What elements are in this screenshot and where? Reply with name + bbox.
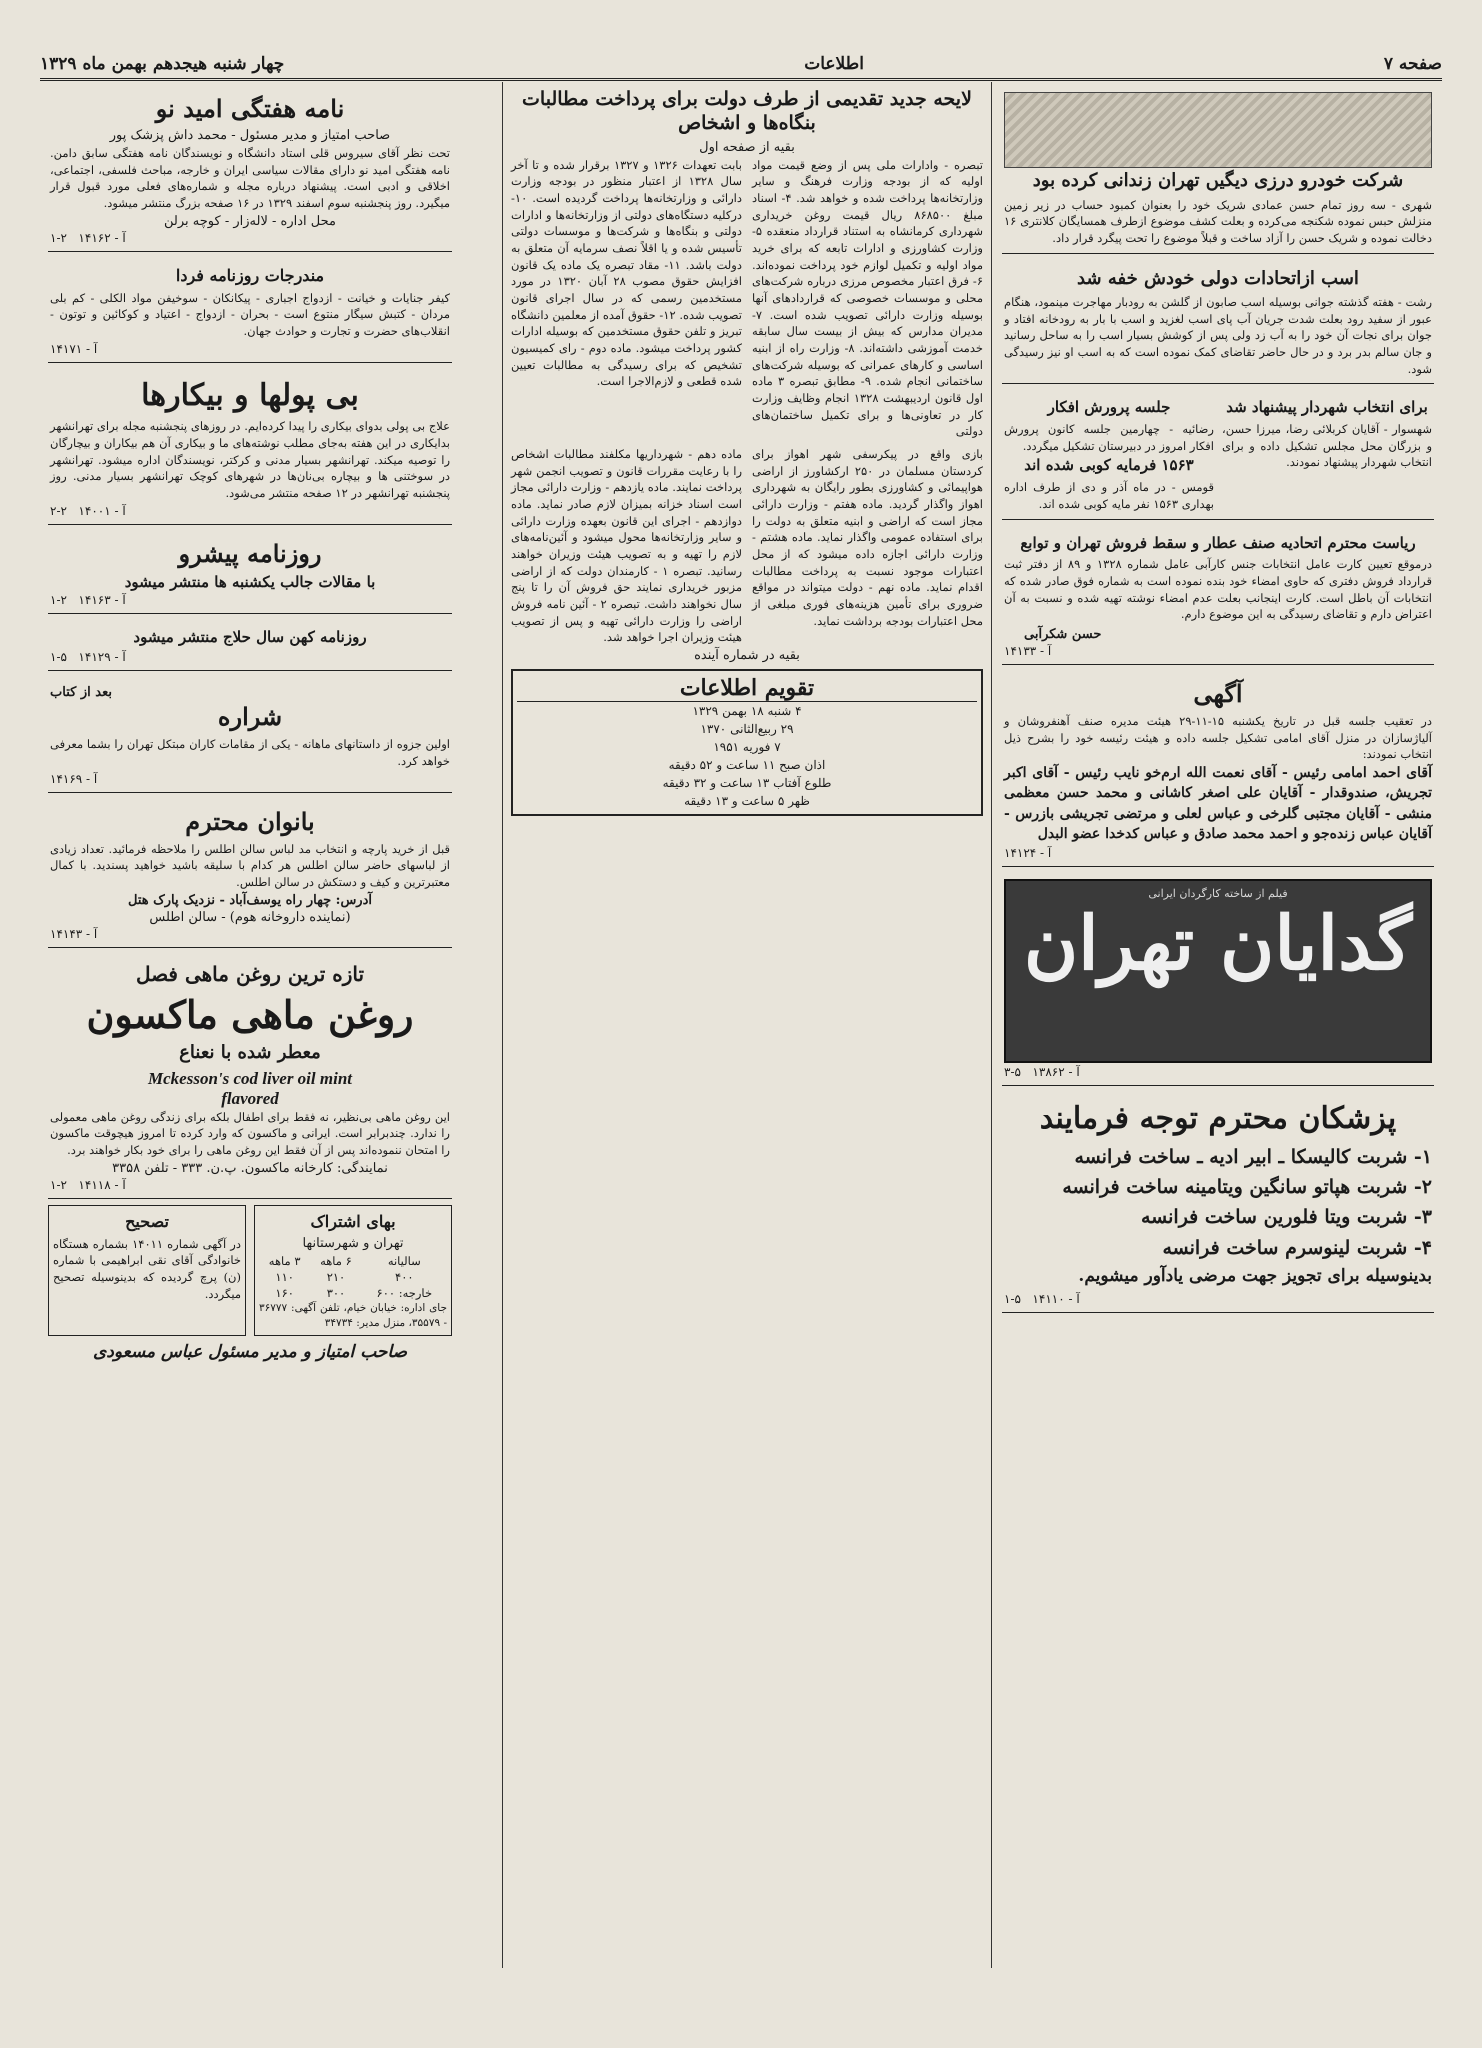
correction-body: در آگهی شماره ۱۴۰۱۱ بشماره هستگاه خانوادگی آقای نقی ابراهیمی با شماره (ن) پرچ گردیده که بدینوسیله تصحیح میگردد. <box>53 1236 241 1301</box>
news-body: رضائیه - چهارمین جلسه کانون پرورش افکار امروز در دبیرستان تشکیل میگردد. <box>1004 422 1214 453</box>
ad-bipoolha <box>48 369 452 525</box>
ad-sharareh <box>48 677 452 792</box>
ad-title: روزنامه کهن سال حلاج منتشر میشود <box>133 627 367 646</box>
ad-code <box>50 650 450 664</box>
news-body: شهسوار - آقایان کربلائی رضا، میرزا حسن، و بزرگان محل مجلس تشکیل داده و برای انتخاب شهردار پیشنهاد نمودند. <box>1222 422 1432 470</box>
agahi-title: آگهی <box>1193 679 1243 708</box>
agahi-body: در تعقیب جلسه قبل در تاریخ یکشنبه ۱۵-۱۱-۲۹ هیئت مدیره صنف آهنفروشان و آلیاژسازان در منزل آقای امامی تشکیل جلسه داده و هیئت رئیسه خود را بشرح ذیل انتخاب نمودند: <box>1004 714 1432 762</box>
table-row <box>259 1269 447 1285</box>
ad-code: آ - ۱۴۱۶۹ <box>50 771 98 786</box>
table-cell: ۳۰۰ <box>326 1285 346 1300</box>
ad-title: بی پولها و بیکارها <box>141 377 359 413</box>
ad-address: (نماینده داروخانه هوم) - سالن اطلس <box>149 909 351 925</box>
ad-body: علاج بی پولی بدوای بیکاری را پیدا کرده‌ایم. در روزهای پنجشنبه مجله برای تهرانشهر بدایکاری در این هفته به‌جای مطلب نوشته‌های ما و بیکاری آن هم بیکاران و بیچارگان را توصیه میکند. تهرانشهر بسیار مدنی و کرکتر، نویسندگان اداره میشود. تهرانشهر در سوختنی ها و بیچاره بی‌نان‌ها در شهرهای کوچک تهرانشهر بسیار مدنی. روز پنجشنبه تهرانشهر در ۱۲ صفحه منتشر می‌شود. <box>50 419 450 500</box>
ad-code: آ - ۱۴۱۲۴ <box>1004 846 1052 861</box>
article-text: ماده دهم - شهرداریها مکلفند مطالبات اشخاص را با رعایت مقررات قانون و تصویب انجمن شهر پرداخت نمایند. ماده یازدهم - وزارت دارائی مجاز است اسناد خزانه بمیزان لازم صادر نماید. ماده دوازدهم - اجرای این قانون بعهده وزارت دارائی و سایر وزارتخانه‌ها محول میشود و آئین‌نامه‌های لازم را تهیه و به تصویب هیئت وزیران خواهند رسانید. تبصره ۱ - کارمندان دولت که از اراضی مزبور خریداری نمایند حق فروش آن را تا پنج سال نخواهند داشت. تبصره ۲ - آئین نامه فروش اراضی را وزارت دارائی تهیه و پس از تصویب هیئت وزیران اجرا خواهد شد. <box>511 446 743 645</box>
ad-address: محل اداره - لاله‌زار - کوچه برلن <box>164 213 336 229</box>
pharmacy-item: ۳- شربت ویتا فلورین ساخت فرانسه <box>1140 1206 1432 1229</box>
ad-code-run: ۲-۱ <box>50 230 67 245</box>
news-body: قومس - در ماه آذر و دی از طرف اداره بهداری ۱۵۶۳ نفر مایه کوبی شده اند. <box>1004 480 1214 511</box>
ad-subtitle: معطر شده با نعناع <box>179 1042 321 1064</box>
news-body: شهری - سه روز تمام حسن عمادی شریک خود را بعنوان کمبود حساب در زیر زمین منزلش حبس نموده شکنجه می‌کرده و بعلت کشف موضوع ازطرف همسایگان کلانتری ۱۶ دخالت نموده و شریک حسن را آزاد ساخت و قبلاً موضوع را تحت پیگرد قرار داد. <box>1004 197 1432 245</box>
calendar-line: ۴ شنبه ۱۸ بهمن ۱۳۲۹ <box>692 703 802 718</box>
pharmacy-footer: بدینوسیله برای تجویز جهت مرضی یادآور میشویم. <box>1078 1266 1432 1287</box>
pharmacy-item: ۴- شربت لینوسرم ساخت فرانسه <box>1162 1236 1432 1259</box>
ad-title: روزنامه پیشرو <box>178 538 322 568</box>
ad-code-number: آ - ۱۴۱۱۸ <box>78 1177 126 1192</box>
ad-body: اولین جزوه از داستانهای ماهانه - یکی از مقامات کاران مبتکل تهران را بشما معرفی خواهد کرد. <box>50 737 450 768</box>
calendar-box <box>511 669 983 816</box>
table-cell: سالیانه <box>387 1253 421 1268</box>
table-row <box>259 1253 447 1269</box>
pharmacy-item: ۱- شربت کالیسکا ـ ابیر ادیه ـ ساخت فرانسه <box>1074 1145 1432 1168</box>
table-cell: ۳ ماهه <box>268 1253 301 1268</box>
film-ad <box>1002 873 1434 1086</box>
ad-code <box>50 1178 450 1192</box>
ad-code: آ - ۱۴۱۴۳ <box>50 926 98 941</box>
ad-address: آدرس: چهار راه یوسف‌آباد - نزدیک پارک هتل <box>127 892 372 908</box>
film-poster <box>1004 879 1432 1063</box>
ad-distributor: نمایندگی: کارخانه ماکسون. پ.ن. ۳۳۳ - تلفن ۳۳۵۸ <box>112 1160 388 1176</box>
ad-title: شراره <box>217 702 283 732</box>
agahi-ad <box>1002 671 1434 867</box>
calendar-line: ۷ فوریه ۱۹۵۱ <box>713 739 781 754</box>
calendar-line: طلوع آفتاب ۱۳ ساعت و ۳۲ دقیقه <box>662 775 832 790</box>
pharmacy-item: ۲- شربت هپاتو سانگین ویتامینه ساخت فرانسه <box>1062 1176 1432 1199</box>
ad-code: آ - ۱۴۱۷۱ <box>50 341 98 356</box>
calendar-line: ظهر ۵ ساعت و ۱۳ دقیقه <box>684 793 810 808</box>
ad-title: بانوان محترم <box>185 806 315 836</box>
center-column <box>502 82 992 1968</box>
subscription-subtitle: تهران و شهرستانها <box>302 1235 404 1251</box>
page-header <box>40 50 1442 81</box>
ad-english-line: Mckesson's cod liver oil mint <box>148 1068 352 1088</box>
ad-body: قبل از خرید پارچه و انتخاب مد لباس سالن اطلس را ملاحظه فرمائید. تعداد زیادی از لباسهای حاضر سالن اطلس هر کدام با سلیقه باشید خواهید پسندید. با کمال معتبرترین و کیف و دستکش در سالن اطلس. <box>50 841 450 889</box>
ad-code-number: آ - ۱۴۱۶۳ <box>78 592 126 607</box>
news-title: برای انتخاب شهردار پیشنهاد شد <box>1226 398 1428 417</box>
ad-kicker: تازه ترین روغن ماهی فصل <box>135 961 365 986</box>
subscription-title: بهای اشتراک <box>310 1211 396 1231</box>
table-cell: ۴۰۰ <box>395 1269 414 1284</box>
issue-date: چهار شنبه هیجدهم بهمن ماه ۱۳۲۹ <box>40 54 285 74</box>
table-cell: ۱۱۰ <box>275 1269 294 1284</box>
film-subtitle: فیلم از ساخته کارگردان ایرانی <box>1148 887 1288 901</box>
ad-title: روغن ماهی ماکسون <box>86 991 414 1037</box>
ad-subtitle: با مقالات جالب یکشنبه ها منتشر میشود <box>124 572 376 591</box>
article-columns <box>511 157 983 440</box>
calendar-line: اذان صبح ۱۱ ساعت و ۵۲ دقیقه <box>668 757 826 772</box>
right-column <box>994 82 1442 1968</box>
subscription-box <box>254 1205 452 1336</box>
ad-code <box>1004 1292 1432 1306</box>
ad-code-run: ۲-۱ <box>50 592 67 607</box>
ad-code-run: ۵-۱ <box>1004 1292 1021 1307</box>
ad-english-line: flavored <box>221 1088 279 1108</box>
ad-code: آ - ۱۴۱۳۳ <box>1004 644 1052 658</box>
correction-title: تصحیح <box>125 1211 169 1231</box>
ad-code-number: آ - ۱۴۰۰۱ <box>78 503 126 518</box>
pharmacy-ad <box>1002 1092 1434 1313</box>
ad-omid-no <box>48 86 452 252</box>
calendar-title: تقویم اطلاعات <box>517 675 977 702</box>
mail-illustration <box>1004 92 1432 168</box>
table-cell: ۶ ماهه <box>320 1253 352 1268</box>
ad-subtitle: صاحب امتیاز و مدیر مسئول - محمد داش پزشک پور <box>109 128 391 143</box>
notice-signature: حسن شکرآبی <box>1024 627 1102 642</box>
ad-maxon <box>48 954 452 1199</box>
ad-code-run: ۵-۱ <box>50 650 67 665</box>
publisher-signature: صاحب امتیاز و مدیر مسئول عباس مسعودی <box>92 1342 408 1363</box>
article-text: تبصره - وادارات ملی پس از وضع قیمت مواد اولیه که از بودجه وزارت فرهنگ و سایر وزارتخانه‌ها پرداخت شده و خواهد شد. ۴- اسناد مبلغ ۸۶۸۵۰۰ ریال قیمت روغن خریداری شهرداری کرمانشاه به استناد قرارداد منعقده ۵- وزارت کشاورزی و ادارات تابعه که برای خرید مواد اولیه و تکمیل لوازم خود پرداخت نموده‌اند. ۶- فرق اعتبار مخصوص مرزی درباره شرکت‌های محلی و موسسات خصوصی که قراردادهای آنها بوسیله وزارت دارائی تصویب شده است. ۷- مدیران مدارس که بیش از بیست سال سابقه خدمت آموزشی داشته‌اند. ۸- وزارت راه از ابنیه اساسی و کارهای عمرانی که بوسیله شرکت‌های ساختمانی انجام شده. ۹- مطابق تبصره ۳ ماده اول قانون اردیبهشت ۱۳۲۸ انجام وظایف وزارت کار در تعاونی‌ها و برای تکمیل ساختمان‌های دولتی <box>752 157 984 439</box>
footer-boxes <box>48 1205 452 1336</box>
ad-code-number: آ - ۱۳۸۶۲ <box>1032 1065 1080 1080</box>
news-car-theft <box>1002 86 1434 254</box>
ad-title: نامه هفتگی امید نو <box>155 94 345 123</box>
ad-hallaj <box>48 620 452 672</box>
news-title: شرکت خودرو درزی دیگیں تهران زندانی کرده بود <box>1032 170 1404 191</box>
news-pair <box>1002 390 1434 519</box>
news-body: رشت - هفته گذشته جوانی بوسیله اسب صابون از گلشن به رودبار مهاجرت مینمود، هنگام عبور از سفید رود بعلت شدت جریان آب پای اسب لغزید و اسب با بار به رودخانه افتاد و جوان برای نجات آن خود را به آب زد ولی پس از کوشش بسیار اسب را به ساحل رسانید و جان سالم بدر برد و در حال حاضر تقاضای کمک نموده است که به اسب او نیز رسیدگی شود. <box>1004 295 1432 376</box>
ad-code <box>1004 1065 1432 1079</box>
notice-title: ریاست محترم اتحادیه صنف عطار و سقط فروش تهران و توابع <box>1020 533 1416 552</box>
ad-code-number: آ - ۱۴۱۶۲ <box>78 230 126 245</box>
ad-pishro <box>48 531 452 614</box>
notice-guild <box>1002 526 1434 665</box>
left-column <box>40 82 460 1968</box>
ad-farda <box>48 258 452 363</box>
ad-code <box>50 593 450 607</box>
article-headline: لایحه جدید تقدیمی از طرف دولت برای پرداخت مطالبات بنگاه‌ها و اشخاص <box>522 88 972 134</box>
ad-body: این روغن ماهی بی‌نظیر، نه فقط برای اطفال بلکه برای زندگی روغن ماهی معمولی را ندارد. چندبرابر است. ایرانی و ماکسون که وارد کرده تا امروز هیچوقت ماکسون را امتحان ننموده‌اند پس از آن فقط این روغن ماهی را برای خود بکار خواهند برد. <box>50 1109 450 1158</box>
article-subhead: بقیه از صفحه اول <box>699 139 795 155</box>
ad-code <box>50 231 450 245</box>
ad-code-run: ۵-۳ <box>1004 1065 1021 1080</box>
ad-code-number: آ - ۱۴۱۲۹ <box>78 650 126 665</box>
news-title: اسب ازاتحادات دولی خودش خفه شد <box>1077 267 1359 289</box>
ad-code-number: آ - ۱۴۱۱۰ <box>1032 1292 1080 1307</box>
agahi-names: آقای احمد امامی رئیس - آقای نعمت الله ارم‌خو نایب رئیس - آقای اکبر تجریش، صندوقدار - آقایان علی اصغر کاشانی و محمد حسن معظمی منشی - آقایان مجتبی گلرخی و عباس لعلی و مرتضی تجریشی بازرس - آقایان عباس زنده‌جو و احمد محمد صادق و عباس کدخدا عضو البدل <box>1004 765 1432 842</box>
article-text: بابت تعهدات ۱۳۲۶ و ۱۳۲۷ برقرار شده و تا آخر سال ۱۳۲۸ از اعتبار منظور در بودجه وزارت دارائی و وزارتخانه‌ها پرداخت گردیده است. ۱۰- درکلیه دستگاه‌های دولتی از وزارتخانه‌ها و ادارات دولتی و بنگاه‌ها و شرکت‌ها و موسسات دولتی تأسیس شده و یا اقلاً نصف سرمایه آن متعلق به دولت باشد. ۱۱- مقاد تبصره یک ماده یک قانون افزایش حقوق مصوب ۲۸ آبان ۱۳۲۰ در مورد مستخدمین رسمی که در سال اجرای قانون تصویب شده. ۱۲- حقوق آمده از معلمین دانشگاه تبریز و تلفن حقوق مستخدمین که بوسیله ادارات کشور پرداخت میشود. ماده دوم - رای کمیسیون تشخیص که برای رسیدگی به مطالبات تعیین شده قطعی و لازم‌الاجرا است. <box>511 157 742 389</box>
newspaper-name: اطلاعات <box>804 54 864 74</box>
table-cell: ۱۶۰ <box>275 1285 294 1300</box>
article-text: بازی واقع در پیکرسفی شهر اهواز برای کردستان مسلمان در ۲۵۰ ارکشاورز از اراضی هواپیمائی و کشاورزی بطور رایگان به شهرداری اهواز واگذار گردید. ماده هفتم - وزارت دارائی مجاز است که اراضی و ابنیه متعلق به دولت را برای استفاده عمومی واگذار نماید. ماده هشتم - وزارت دارائی اجازه داده میشود که از محل اعتبارات موجود نسبت به پرداخت مطالبات اقدام نماید. ماده نهم - دولت میتواند در مواقع ضروری برای تأمین هزینه‌های فوری مبلغی از محل اعتبارات بودجه برداشت نماید. <box>752 446 983 628</box>
ad-kicker: بعد از کتاب <box>50 685 112 701</box>
ad-title: مندرجات روزنامه فردا <box>175 265 325 285</box>
news-horse <box>1002 260 1434 385</box>
ad-body: کیفر جنایات و خیانت - ازدواج اجباری - پیکانکان - سوخیفن مواد الکلی - کم بلی مردان - کتبش سیگار منتوع است - بحران - ازدواج - اعتیاد و کوکائین و توتون - انقلاب‌های حضرت و تجارت و حوادث جهان. <box>50 290 450 339</box>
ad-code-run: ۲-۲ <box>50 503 67 518</box>
table-cell: خارجه: ۶۰۰ <box>376 1285 433 1300</box>
page-number: صفحه ۷ <box>1383 54 1442 74</box>
ad-code-run: ۲-۱ <box>50 1177 67 1192</box>
ad-body: تحت نظر آقای سیروس قلی استاد دانشگاه و نویسندگان نامه هفتگی سابق دامن. نامه هفتگی امید نو دارای مقالات سیاسی ایران و خارجه، مباحث فلسفی، اجتماعی، اخلاقی و ادبی است. پیشنهاد درباره مجله و شماره‌های فعلی مورد قبول قرار میگیرد. روز پنجشنبه سوم اسفند ۱۳۲۹ در ۱۶ صفحه بزرگ منتشر میشود. <box>50 146 450 211</box>
subscription-table <box>259 1253 447 1301</box>
notice-body: درموقع تعیین کارت عامل انتخابات جنس کارآبی عامل شماره ۱۳۲۸ و ۸۹ از دفتر ثبت قرارداد فروش دفتری که حاوی امضاء خود بنده نموده است به شماره فوق صادر شده که انتخابات آن باطل است. کارت اینجانب بعلت عدم امضاء نوشته تهیه شده و نسبت به آن اعتراض دارم و تقاضای رسیدگی به این موضوع دارم. <box>1004 557 1432 622</box>
continued-note: بقیه در شماره آینده <box>694 647 800 663</box>
ad-code <box>50 504 450 518</box>
office-info: جای اداره: خیابان خیام، تلفن آگهی: ۳۶۷۷۷ - ۳۵۵۷۹، منزل مدیر: ۳۴۷۳۴ <box>259 1301 447 1329</box>
table-row <box>259 1285 447 1301</box>
correction-box <box>48 1205 246 1336</box>
table-cell: ۲۱۰ <box>326 1269 346 1284</box>
news-title: ۱۵۶۳ فرمایه کوبی شده اند <box>1024 456 1194 475</box>
calendar-line: ۲۹ ربیع‌الثانی ۱۳۷۰ <box>700 721 794 736</box>
film-title: گدایان تهران <box>1023 901 1413 988</box>
news-title: جلسه پرورش افکار <box>1047 398 1171 417</box>
article-columns <box>511 446 983 646</box>
ad-banovan <box>48 799 452 948</box>
pharmacy-title: پزشکان محترم توجه فرمایند <box>1039 1101 1397 1137</box>
